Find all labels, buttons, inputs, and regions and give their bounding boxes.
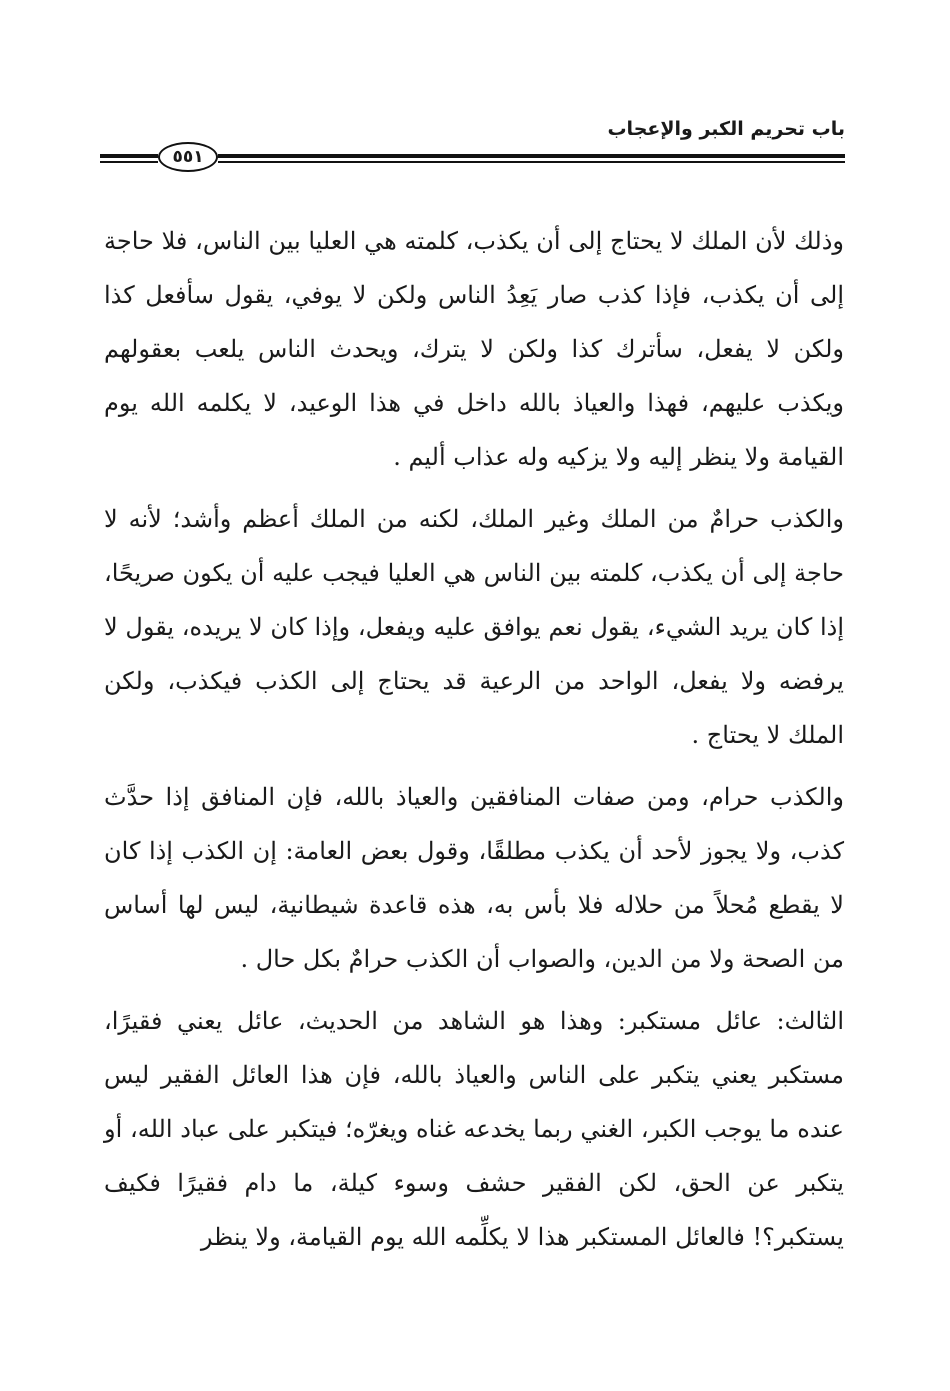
header-rule-thick-left xyxy=(100,154,158,158)
page-header xyxy=(100,118,845,178)
header-rule-thin-right xyxy=(218,161,845,163)
paragraph: والكذب حرامٌ من الملك وغير الملك، لكنه من الملك أعظم وأشد؛ لأنه لا حاجة إلى أن يكذب، كلمته بين الناس هي العليا فيجب عليه أن يكون صريحًا، إذا كان يريد الشيء، يقول نعم يوافق عليه ويفعل، وإذا كان لا يريده، يقول لا يرفضه ولا يفعل، الواحد من الرعية قد يحتاج إلى الكذب فيكذب، ولكن الملك لا يحتاج . xyxy=(104,505,845,749)
page-body xyxy=(104,214,844,1264)
header-rule-thin-left xyxy=(100,161,158,163)
page-number: ٥٥١ xyxy=(172,147,204,167)
paragraph: وذلك لأن الملك لا يحتاج إلى أن يكذب، كلمته هي العليا بين الناس، فلا حاجة إلى أن يكذب، فإذا كذب صار يَعِدُ الناس ولكن لا يوفي، يقول سأفعل كذا ولكن لا يفعل، سأترك كذا ولكن لا يترك، ويحدث الناس يلعب بعقولهم ويكذب عليهم، فهذا والعياذ بالله داخل في هذا الوعيد، لا يكلمه الله يوم القيامة ولا ينظر إليه ولا يزكيه وله عذاب أليم . xyxy=(104,227,844,471)
paragraph: الثالث: عائل مستكبر: وهذا هو الشاهد من الحديث، عائل يعني فقيرًا، مستكبر يعني يتكبر على الناس والعياذ بالله، فإن هذا العائل الفقير ليس عنده ما يوجب الكبر، الغني ربما يخدعه غناه ويغرّه؛ فيتكبر على عباد الله، أو يتكبر عن الحق، لكن الفقير حشف وسوء كيلة، ما دام فقيرًا فكيف يستكبر؟! فالعائل المستكبر هذا لا يكلِّمه الله يوم القيامة، ولا ينظر xyxy=(104,1007,844,1251)
header-rule-thick-right xyxy=(218,154,845,158)
page-number-badge xyxy=(158,142,218,172)
chapter-title: باب تحريم الكبر والإعجاب xyxy=(607,118,845,140)
paragraph: والكذب حرام، ومن صفات المنافقين والعياذ بالله، فإن المنافق إذا حدَّث كذب، ولا يجوز لأحد أن يكذب مطلقًا، وقول بعض العامة: إن الكذب إذا كان لا يقطع مُحلاً من حلاله فلا بأس به، هذه قاعدة شيطانية، ليس لها أساس من الصحة ولا من الدين، والصواب أن الكذب حرامٌ بكل حال . xyxy=(104,783,845,973)
